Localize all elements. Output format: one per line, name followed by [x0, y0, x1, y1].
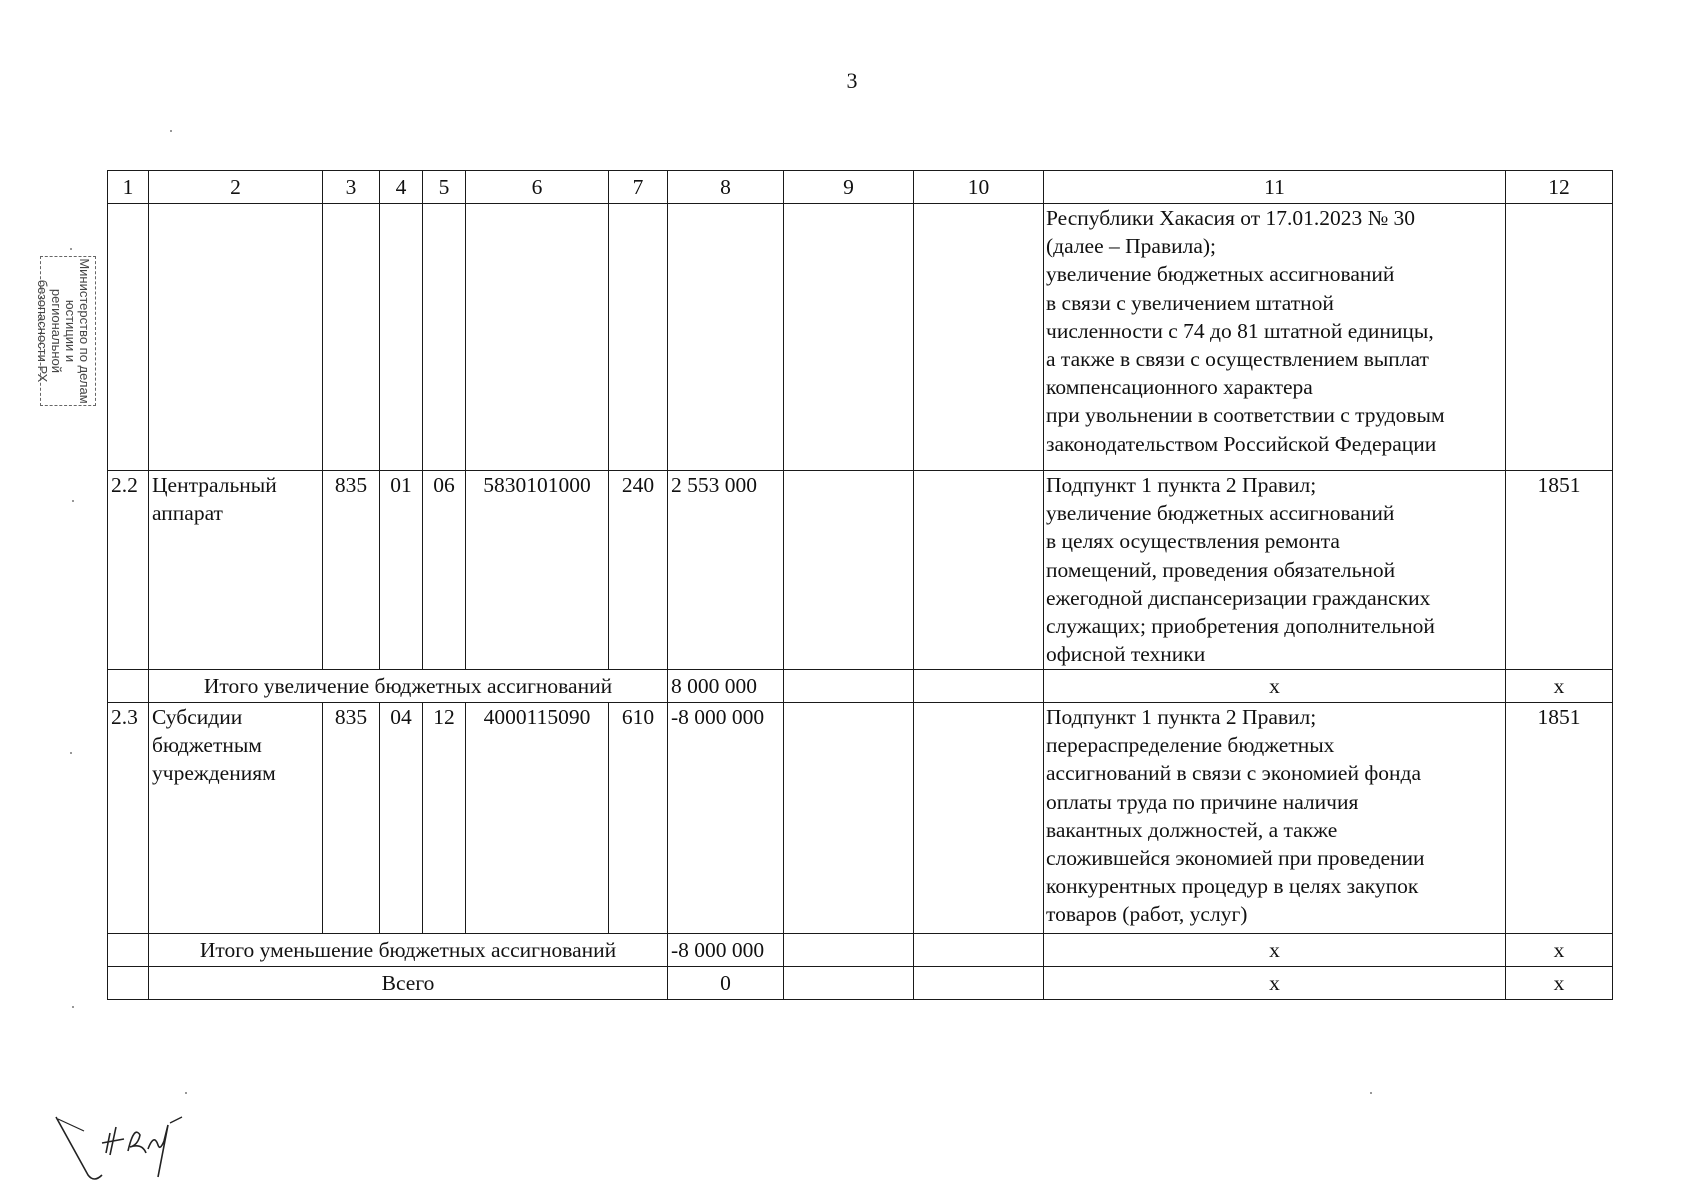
- code-cell: 1851: [1506, 471, 1613, 670]
- scan-speck: [170, 130, 172, 132]
- total-amount: -8 000 000: [668, 934, 784, 967]
- scan-speck: [185, 1092, 187, 1094]
- stamp-text: Министерство по делам юстиции и региональной безопасности РХ: [35, 258, 92, 404]
- code-cell: 06: [423, 471, 466, 670]
- col-header: 8: [668, 171, 784, 204]
- col-header: 12: [1506, 171, 1613, 204]
- cross-cell: x: [1044, 670, 1506, 703]
- col-header: 10: [914, 171, 1044, 204]
- page-number: 3: [846, 68, 858, 93]
- code-cell: 04: [380, 703, 423, 934]
- row-name: Центральный аппарат: [149, 471, 323, 670]
- scan-speck: [72, 1006, 74, 1008]
- cross-cell: x: [1044, 967, 1506, 1000]
- cross-cell: x: [1506, 670, 1613, 703]
- code-cell: 610: [609, 703, 668, 934]
- total-decrease-row: [108, 934, 1613, 967]
- code-cell: 835: [323, 471, 380, 670]
- scan-speck: [72, 500, 74, 502]
- justification-cell: Республики Хакасия от 17.01.2023 № 30 (далее – Правила); увеличение бюджетных ассигнований в связи с увеличением штатной численности с 74 до 81 штатной единицы, а также в связи с осуществлением выплат компенсационного характера при увольнении в соответствии с трудовым законодательством Российской Федерации: [1044, 204, 1506, 471]
- cross-cell: x: [1506, 967, 1613, 1000]
- col-header: 6: [466, 171, 609, 204]
- total-label: Итого увеличение бюджетных ассигнований: [149, 670, 668, 703]
- total-label: Итого уменьшение бюджетных ассигнований: [149, 934, 668, 967]
- table-row: [108, 471, 1613, 670]
- code-cell: 01: [380, 471, 423, 670]
- table-row: [108, 204, 1613, 471]
- total-label: Всего: [149, 967, 668, 1000]
- col-header: 7: [609, 171, 668, 204]
- code-cell: 4000115090: [466, 703, 609, 934]
- total-amount: 8 000 000: [668, 670, 784, 703]
- scan-speck: [1370, 1092, 1372, 1094]
- scan-speck: [70, 248, 72, 250]
- grand-total-row: [108, 967, 1613, 1000]
- registration-stamp: [35, 256, 96, 406]
- header-row: [108, 171, 1613, 204]
- col-header: 5: [423, 171, 466, 204]
- cross-cell: x: [1044, 934, 1506, 967]
- col-header: 3: [323, 171, 380, 204]
- col-header: 4: [380, 171, 423, 204]
- col-header: 2: [149, 171, 323, 204]
- justification-cell: Подпункт 1 пункта 2 Правил; перераспределение бюджетных ассигнований в связи с экономией фонда оплаты труда по причине наличия вакантных должностей, а также сложившейся экономией при проведении конкурентных процедур в целях закупок товаров (работ, услуг): [1044, 703, 1506, 934]
- signature: [50, 1105, 200, 1185]
- row-number: 2.2: [108, 471, 149, 670]
- code-cell: 240: [609, 471, 668, 670]
- col-header: 11: [1044, 171, 1506, 204]
- code-cell: 5830101000: [466, 471, 609, 670]
- col-header: 1: [108, 171, 149, 204]
- amount-cell: 2 553 000: [668, 471, 784, 670]
- code-cell: 12: [423, 703, 466, 934]
- row-name: Субсидии бюджетным учреждениям: [149, 703, 323, 934]
- code-cell: 1851: [1506, 703, 1613, 934]
- row-number: 2.3: [108, 703, 149, 934]
- amount-cell: -8 000 000: [668, 703, 784, 934]
- scan-speck: [70, 752, 72, 754]
- code-cell: 835: [323, 703, 380, 934]
- justification-cell: Подпункт 1 пункта 2 Правил; увеличение бюджетных ассигнований в целях осуществления ремонта помещений, проведения обязательной ежегодной диспансеризации гражданских служащих; приобретения дополнительной офисной техники: [1044, 471, 1506, 670]
- budget-table: [107, 170, 1613, 1000]
- table-row: [108, 703, 1613, 934]
- total-amount: 0: [668, 967, 784, 1000]
- cross-cell: x: [1506, 934, 1613, 967]
- total-increase-row: [108, 670, 1613, 703]
- col-header: 9: [784, 171, 914, 204]
